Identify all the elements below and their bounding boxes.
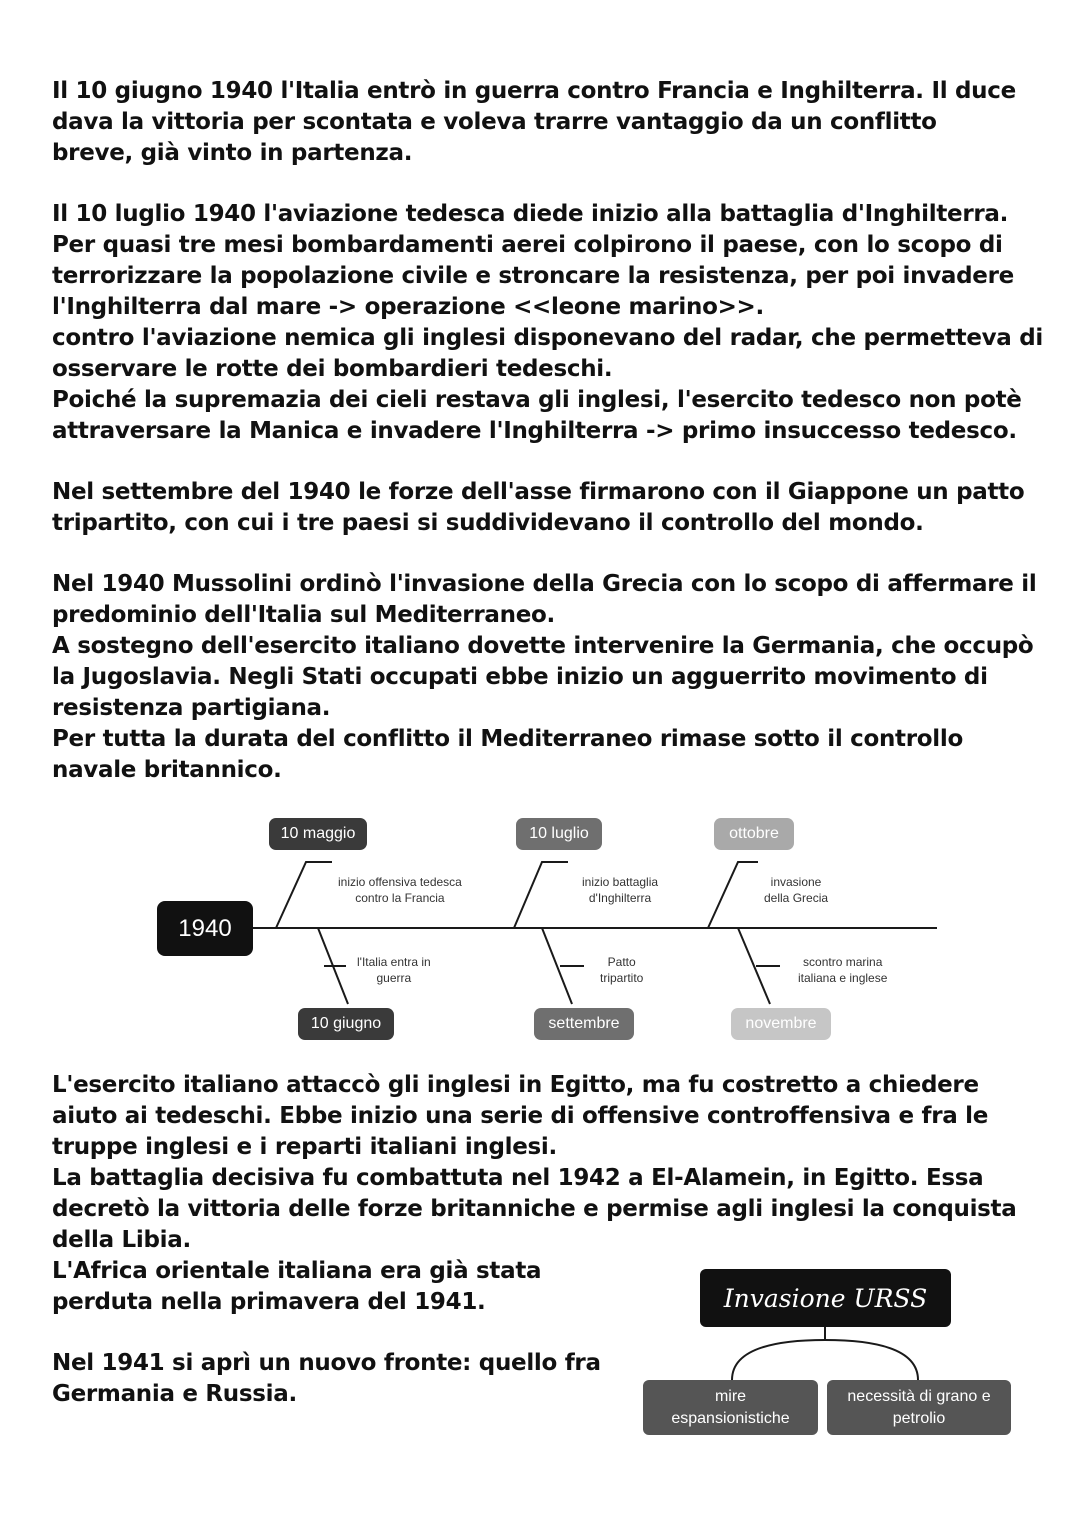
date-ottobre: ottobre — [714, 818, 794, 850]
text-line: la Jugoslavia. Negli Stati occupati ebbe inizio un agguerrito movimento di — [52, 664, 988, 690]
text-line: predominio dell'Italia sul Mediterraneo. — [52, 602, 555, 628]
text-line: Nel 1941 si aprì un nuovo fronte: quello fra — [52, 1350, 601, 1376]
event-offensive-france: inizio offensiva tedesca contro la Francia — [338, 875, 462, 905]
text-line: resistenza partigiana. — [52, 695, 331, 721]
cause-grain-oil: necessità di grano e petrolio — [827, 1380, 1011, 1435]
timeline-head-1940: 1940 — [157, 901, 253, 956]
text-line: decretò la vittoria delle forze britanniche e permise agli inglesi la conquista — [52, 1196, 1017, 1222]
text-line: della Libia. — [52, 1227, 191, 1253]
text-line: tripartito, con cui i tre paesi si suddividevano il controllo del mondo. — [52, 510, 924, 536]
text-line: Per quasi tre mesi bombardamenti aerei colpirono il paese, con lo scopo di — [52, 232, 1003, 258]
text-line: A sostegno dell'esercito italiano dovette intervenire la Germania, che occupò — [52, 633, 1034, 659]
date-novembre: novembre — [731, 1008, 831, 1040]
text-line: navale britannico. — [52, 757, 282, 783]
paragraph-battle-of-britain — [52, 199, 1043, 447]
text-line: l'Inghilterra dal mare -> operazione <<leone marino>>. — [52, 294, 764, 320]
urss-title-box: Invasione URSS — [700, 1269, 951, 1327]
date-settembre: settembre — [534, 1008, 634, 1040]
event-tripartite-pact: Patto tripartito — [600, 955, 644, 985]
text-line: Il 10 giugno 1940 l'Italia entrò in guerra contro Francia e Inghilterra. Il duce — [52, 78, 1016, 104]
text-line: L'esercito italiano attaccò gli inglesi in Egitto, ma fu costretto a chiedere — [52, 1072, 979, 1098]
text-line: Germania e Russia. — [52, 1381, 297, 1407]
text-line: osservare le rotte dei bombardieri tedeschi. — [52, 356, 613, 382]
text-line: perduta nella primavera del 1941. — [52, 1289, 486, 1315]
event-naval-clash: scontro marina italiana e inglese — [798, 955, 888, 985]
paragraph-tripartite-pact — [52, 477, 1024, 539]
text-line: L'Africa orientale italiana era già stata — [52, 1258, 542, 1284]
cause-expansionist-aims: mire espansionistiche — [643, 1380, 818, 1435]
text-line: truppe inglesi e i reparti italiani inglesi. — [52, 1134, 557, 1160]
text-line: aiuto ai tedeschi. Ebbe inizio una serie di offensive controffensiva e fra le — [52, 1103, 989, 1129]
event-battle-of-britain: inizio battaglia d'Inghilterra — [582, 875, 659, 905]
text-line: breve, già vinto in partenza. — [52, 140, 413, 166]
text-line: La battaglia decisiva fu combattuta nel 1942 a El-Alamein, in Egitto. Essa — [52, 1165, 984, 1191]
paragraph-italy-enters-war — [52, 76, 1016, 169]
event-greece-invasion: invasione della Grecia — [764, 875, 829, 905]
event-italy-enters-war: l'Italia entra in guerra — [357, 955, 431, 985]
text-line: Il 10 luglio 1940 l'aviazione tedesca diede inizio alla battaglia d'Inghilterra. — [52, 201, 1009, 227]
text-line: Nel settembre del 1940 le forze dell'asse firmarono con il Giappone un patto — [52, 479, 1025, 505]
text-line: Nel 1940 Mussolini ordinò l'invasione della Grecia con lo scopo di affermare il — [52, 571, 1037, 597]
date-10-luglio: 10 luglio — [516, 818, 602, 850]
text-line: dava la vittoria per scontata e voleva trarre vantaggio da un conflitto — [52, 109, 937, 135]
paragraph-new-front — [52, 1348, 601, 1410]
text-line: contro l'aviazione nemica gli inglesi disponevano del radar, che permetteva di — [52, 325, 1043, 351]
text-line: Per tutta la durata del conflitto il Mediterraneo rimase sotto il controllo — [52, 726, 963, 752]
text-line: terrorizzare la popolazione civile e stroncare la resistenza, per poi invadere — [52, 263, 1014, 289]
text-line: attraversare la Manica e invadere l'Inghilterra -> primo insuccesso tedesco. — [52, 418, 1017, 444]
text-line: Poiché la supremazia dei cieli restava gli inglesi, l'esercito tedesco non potè — [52, 387, 1022, 413]
date-10-giugno: 10 giugno — [298, 1008, 394, 1040]
date-10-maggio: 10 maggio — [269, 818, 367, 850]
paragraph-greece-invasion — [52, 569, 1036, 786]
